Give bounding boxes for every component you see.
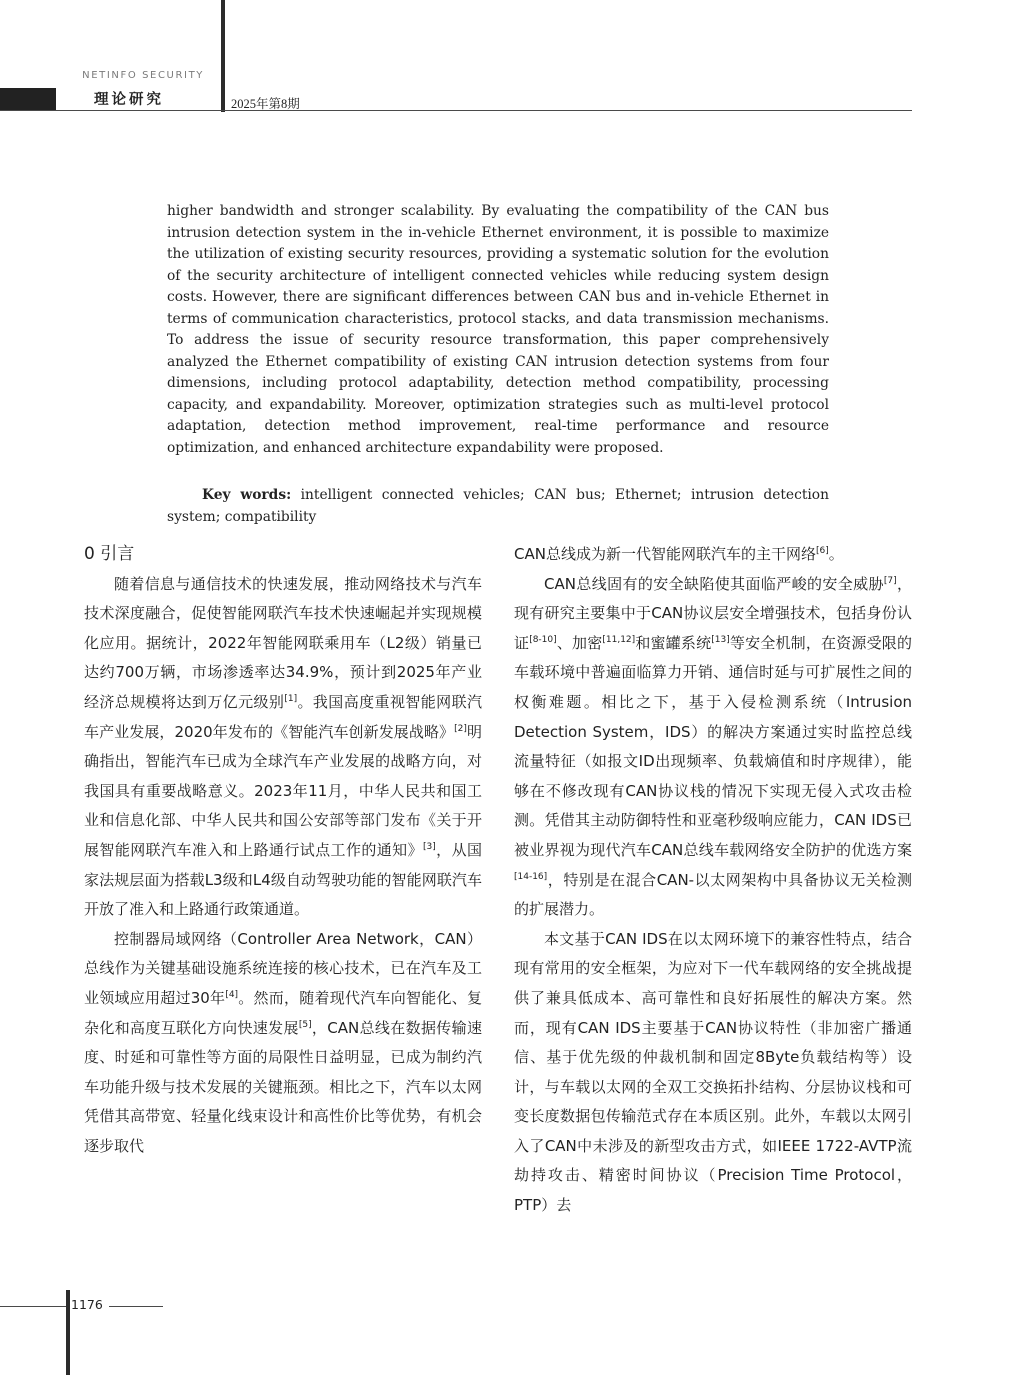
header-vertical-bar (221, 0, 225, 112)
page-number: 1176 (71, 1297, 103, 1312)
section-label: 理论研究 (94, 92, 164, 108)
citation: [8-10] (529, 634, 557, 645)
paragraph (84, 925, 482, 1162)
left-column (84, 540, 482, 1161)
paragraph: 本文基于CAN IDS在以太网环境下的兼容性特点，结合现有常用的安全框架，为应对下一代车载网络的安全挑战提供了兼具低成本、高可靠性和良好拓展性的解决方案。然而，现有CAN IDS主要基于CAN协议特性（非加密广播通信、基于优先级的仲裁机制和固定8Byte负载结构等）设计，与车载以太网的全双工交换拓扑结构、分层协议栈和可变长度数据包传输范式存在本质区别。此外，车载以太网引入了CAN中未涉及的新型攻击方式，如IEEE 1722-AVTP流劫持攻击、精密时间协议（Precision Time Protocol，PTP）去 (514, 929, 912, 1215)
footer-vertical-bar (66, 1290, 70, 1375)
text-run: CAN总线成为新一代智能网联汽车的主干网络 (514, 545, 816, 563)
journal-logo: NETINFO SECURITY (82, 70, 204, 81)
paragraph (514, 570, 912, 925)
abstract-text: higher bandwidth and stronger scalability. By evaluating the compatibility of the CAN bus intrusion detection system in the in-vehicle Ethernet environment, it is possible to maximize the utilization of existing security resources, providing a systematic solution for the evolution of the security architecture of intelligent connected vehicles while reducing system design costs. However, there are significant differences between CAN bus and in-vehicle Ethernet in terms of communication characteristics, protocol stacks, and data transmission mechanisms. To address the issue of security resource transformation, this paper comprehensively analyzed the Ethernet compatibility of existing CAN intrusion detection systems from four dimensions, including protocol adaptability, detection method compatibility, processing capacity, and expandability. Moreover, optimization strategies such as multi-level protocol adaptation, detection method improvement, real-time performance and resource optimization, and enhanced architecture expandability were proposed. (167, 203, 829, 456)
text-run: 和蜜罐系统 (635, 633, 712, 652)
header-rule (0, 110, 912, 111)
citation: [4] (225, 989, 239, 1000)
text-run: 明确指出，智能汽车已成为全球汽车产业发展的战略方向，对我国具有重要战略意义。2023年11月，中华人民共和国工业和信息化部、中华人民共和国公安部等部门发布《关于开展智能网联汽车准入和上路通行试点工作的通知》 (84, 722, 482, 859)
section-heading: 0 引言 (84, 544, 135, 564)
text-run: 随着信息与通信技术的快速发展，推动网络技术与汽车技术深度融合，促使智能网联汽车技术快速崛起并实现规模化应用。据统计，2022年智能网联乘用车（L2级）销量已达约700万辆，市场渗透率达34.9%，预计到2025年产业经济总规模将达到万亿元级别 (84, 574, 482, 711)
header-black-tab (0, 88, 56, 110)
citation: [1] (284, 693, 298, 704)
citation: [11,12] (602, 634, 636, 645)
paragraph (514, 540, 912, 570)
citation: [2] (454, 723, 467, 734)
text-run: 等安全机制，在资源受限的车载环境中普遍面临算力开销、通信时延与可扩展性之间的权衡难题。相比之下，基于入侵检测系统（Intrusion Detection System，IDS）的解决方案通过实时监控总线流量特征（如报文ID出现频率、负载熵值和时序规律），能够在不修改现有CAN协议栈的情况下实现无侵入式攻击检测。凭借其主动防御特性和亚毫秒级响应能力，CAN IDS已被业界视为现代汽车CAN总线车载网络安全防护的优选方案 (514, 633, 912, 859)
footer-rule-left (0, 1306, 66, 1307)
text-run: ，从国家法规层面为搭载L3级和L4级自动驾驶功能的智能网联汽车开放了准入和上路通行政策通道。 (84, 840, 482, 919)
issue-label: 2025年第8期 (231, 97, 300, 111)
citation: [5] (298, 1019, 312, 1030)
footer-rule-right (109, 1306, 163, 1307)
citation: [3] (423, 841, 436, 852)
keywords-text: intelligent connected vehicles; CAN bus; Ethernet; intrusion detection system; compatibility (167, 487, 829, 525)
citation: [7] (883, 575, 897, 586)
citation: [14-16] (514, 871, 548, 882)
text-run: ，特别是在混合CAN-以太网架构中具备协议无关检测的扩展潜力。 (514, 870, 912, 919)
citation: [6] (815, 546, 829, 556)
text-run: 。 (828, 545, 844, 563)
keywords (167, 485, 829, 528)
text-run: CAN总线固有的安全缺陷使其面临严峻的安全威胁 (544, 574, 884, 593)
text-run: ，现有研究主要集中于CAN协议层安全增强技术，包括身份认证 (514, 574, 912, 652)
text-run: 。然而，随着现代汽车向智能化、复杂化和高度互联化方向快速发展 (84, 988, 482, 1037)
text-run: 。我国高度重视智能网联汽车产业发展，2020年发布的《智能汽车创新发展战略》 (84, 692, 482, 741)
paragraph (84, 570, 482, 925)
citation: [13] (711, 634, 730, 645)
text-run: ，CAN总线在数据传输速度、时延和可靠性等方面的局限性日益明显，已成为制约汽车功能升级与技术发展的关键瓶颈。相比之下，汽车以太网凭借其高带宽、轻量化线束设计和高性价比等优势，有机会逐步取代 (84, 1018, 482, 1155)
text-run: 、加密 (556, 633, 603, 652)
text-run: 控制器局域网络（Controller Area Network，CAN）总线作为关键基础设施系统连接的核心技术，已在汽车及工业领域应用超过30年 (84, 929, 482, 1007)
keywords-label: Key words: (202, 487, 292, 503)
right-column (514, 540, 912, 1221)
